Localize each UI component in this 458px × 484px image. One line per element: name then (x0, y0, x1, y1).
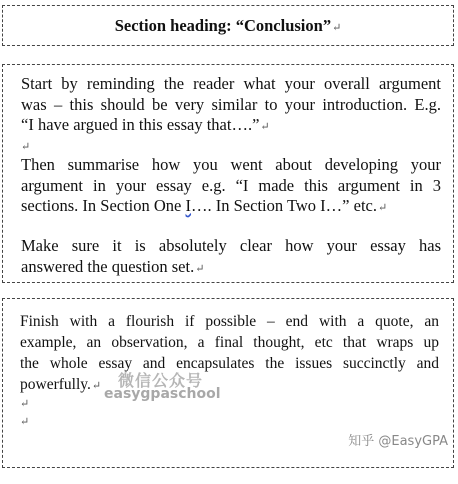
paragraph-mark-icon: ↵ (21, 141, 31, 153)
section-heading-box (2, 5, 454, 46)
text-line: argument in your essay e.g. “I made this argument in 3 (21, 175, 441, 195)
paragraph-mark-icon: ↵ (195, 262, 205, 275)
paragraph-mark-icon: ↵ (377, 202, 388, 214)
wechat-watermark: 微信公众号 (118, 371, 204, 390)
text-line: Then summarise how you went about developing your (21, 155, 441, 174)
paragraph-mark-icon: ↵ (91, 380, 102, 392)
text-line: example, an observation, a final thought, etc that wraps up (20, 334, 439, 351)
text-line: Make sure it is absolutely clear how your essay has (21, 236, 441, 255)
text-line: the whole essay and encapsulates the issues succinctly and (20, 355, 439, 372)
account-watermark: easygpaschool (104, 386, 221, 402)
conclusion-guidance-box (2, 64, 454, 283)
text-line: answered the question set.↵ (21, 256, 205, 276)
paragraph-mark-icon: ↵ (332, 22, 342, 34)
paragraph-mark-icon: ↵ (20, 416, 30, 428)
text-line: powerfully.↵ (20, 376, 102, 393)
paragraph-answer-question (21, 236, 441, 279)
text-line: sections. In Section One I…. In Section Two I…” etc.↵ (21, 196, 388, 215)
spellcheck-underline: I (185, 196, 192, 215)
text-line: was – this should be very similar to your introduction. E.g. (21, 94, 441, 114)
paragraph-mark-icon: ↵ (260, 121, 270, 133)
zhihu-watermark: 知乎 @EasyGPA (348, 434, 448, 449)
text-line: “I have argued in this essay that….”↵ (21, 115, 270, 134)
text-line: Start by reminding the reader what your overall argument (21, 74, 441, 93)
section-heading (3, 17, 453, 37)
section-heading-text: Section heading: “Conclusion” (114, 16, 332, 35)
paragraph-flourish (20, 311, 439, 397)
paragraph-argument-reminder (21, 74, 441, 138)
text-line: Finish with a flourish if possible – end with a quote, an (20, 313, 439, 330)
paragraph-summarise (21, 155, 441, 219)
paragraph-mark-icon: ↵ (20, 398, 30, 410)
